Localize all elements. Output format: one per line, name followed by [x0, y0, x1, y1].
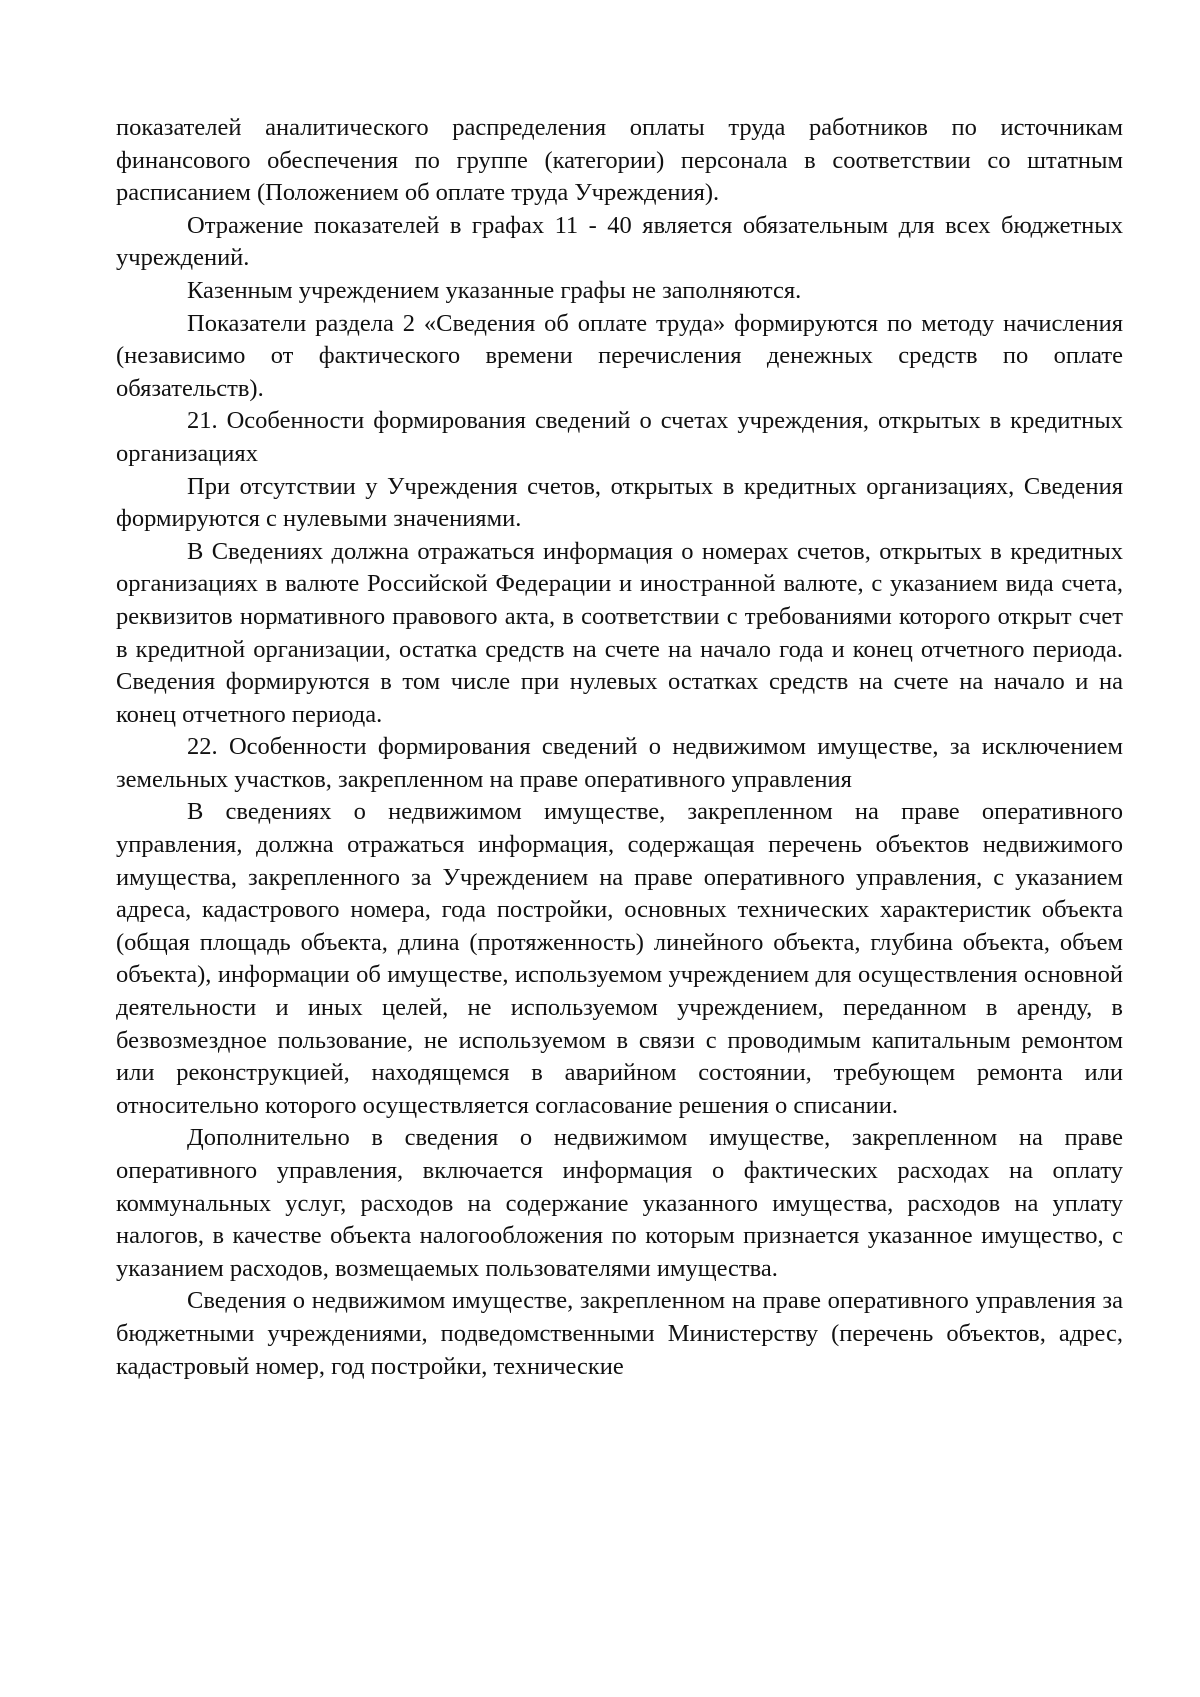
paragraph-additional-expenses: Дополнительно в сведения о недвижимом имуществе, закрепленном на праве оперативного управления, включается информация о фактических расходах на оплату коммунальных услуг, расходов на содержание указанного имущества, расходов на уплату налогов, в качестве объекта налогообложения по которым признается указанное имущество, с указанием расходов, возмещаемых пользователями имущества.: [116, 1124, 1123, 1282]
paragraph-account-info: В Сведениях должна отражаться информация о номерах счетов, открытых в кредитных организациях в валюте Российской Федерации и иностранной валюте, с указанием вида счета, реквизитов нормативного правового акта, в соответствии с требованиями которого открыт счет в кредитной организации, остатка средств на счете на начало года и конец отчетного периода. Сведения формируются в том числе при нулевых остатках средств на счете на начало и на конец отчетного периода.: [116, 537, 1123, 728]
paragraph-columns-required: Отражение показателей в графах 11 - 40 является обязательным для всех бюджетных учреждений.: [116, 211, 1123, 272]
document-page: [116, 112, 1123, 1383]
section-heading-21: 21. Особенности формирования сведений о счетах учреждения, открытых в кредитных организациях: [116, 407, 1123, 467]
paragraph-continuation: показателей аналитического распределения оплаты труда работников по источникам финансового обеспечения по группе (категории) персонала в соответствии со штатным расписанием (Положением об оплате труда Учреждения).: [116, 114, 1123, 207]
section-heading-22: 22. Особенности формирования сведений о недвижимом имуществе, за исключением земельных участков, закрепленном на праве оперативного управления: [116, 733, 1123, 793]
paragraph-budget-institutions: Сведения о недвижимом имуществе, закрепленном на праве оперативного управления за бюджетными учреждениями, подведомственными Министерству (перечень объектов, адрес, кадастровый номер, год постройки, технические: [116, 1287, 1123, 1380]
paragraph-no-accounts: При отсутствии у Учреждения счетов, открытых в кредитных организациях, Сведения формируются с нулевыми значениями.: [116, 472, 1123, 533]
paragraph-real-estate-info: В сведениях о недвижимом имуществе, закрепленном на праве оперативного управления, должна отражаться информация, содержащая перечень объектов недвижимого имущества, закрепленного за Учреждением на праве оперативного управления, с указанием адреса, кадастрового номера, года постройки, основных технических характеристик объекта (общая площадь объекта, длина (протяженность) линейного объекта, глубина объекта, объем объекта), информации об имуществе, используемом учреждением для осуществления основной деятельности и иных целей, не используемом учреждением, переданном в аренду, в безвозмездное пользование, не используемом в связи с проводимым капитальным ремонтом или реконструкцией, находящемся в аварийном состоянии, требующем ремонта или относительно которого осуществляется согласование решения о списании.: [116, 798, 1123, 1119]
paragraph-section-2: Показатели раздела 2 «Сведения об оплате труда» формируются по методу начисления (независимо от фактического времени перечисления денежных средств по оплате обязательств).: [116, 309, 1123, 402]
paragraph-state-institution: Казенным учреждением указанные графы не заполняются.: [187, 276, 802, 304]
